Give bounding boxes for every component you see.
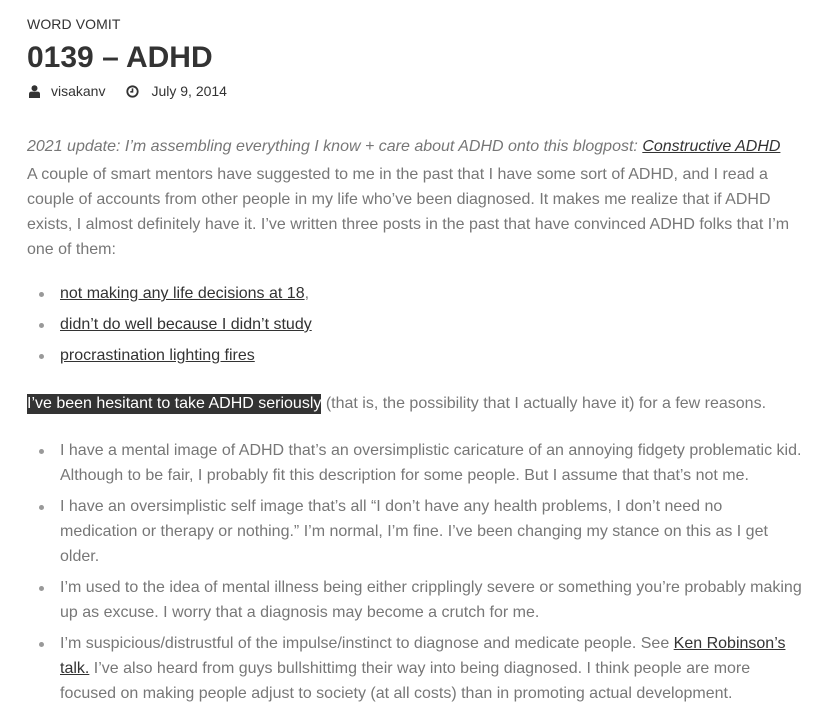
reason-text: I’m used to the idea of mental illness being either cripplingly severe or something you’re probably making up as excuse. I worry that a diagnosis may become a crutch for me. [60, 579, 802, 621]
update-note [27, 134, 827, 159]
past-post-link[interactable]: didn’t do well because I didn’t study [60, 316, 312, 333]
hesitation-paragraph [27, 391, 827, 416]
reasons-list [27, 438, 802, 712]
hesitation-rest: (that is, the possibility that I actually have it) for a few reasons. [321, 395, 767, 412]
post-meta [27, 83, 227, 99]
reason-text: I have a mental image of ADHD that’s an oversimplistic caricature of an annoying fidgety problematic kid. Although to be fair, I probably fit this description for some people. But I assume that that’s not me. [60, 442, 802, 484]
list-item [27, 575, 802, 625]
list-item [27, 312, 807, 343]
bullet-icon [39, 323, 44, 328]
bullet-icon [39, 292, 44, 297]
reason-text: I’m suspicious/distrustful of the impulse/instinct to diagnose and medicate people. See [60, 635, 674, 652]
list-item [27, 631, 802, 706]
bullet-icon [39, 449, 44, 454]
post-date: July 9, 2014 [151, 83, 227, 99]
list-item [27, 438, 802, 488]
reason-text: I’ve also heard from guys bullshittimg their way into being diagnosed. I think people are more focused on making people adjust to society (at all costs) than in promoting actual development. [60, 660, 751, 702]
list-item [27, 343, 807, 374]
post-title: 0139 – ADHD [27, 41, 213, 74]
update-text: 2021 update: I’m assembling everything I know + care about ADHD onto this blogpost: [27, 138, 643, 155]
clock-icon [125, 84, 139, 98]
user-icon [27, 84, 41, 98]
post-author[interactable]: visakanv [51, 83, 106, 99]
constructive-adhd-link[interactable]: Constructive ADHD [642, 138, 781, 155]
list-item [27, 494, 802, 569]
past-post-link[interactable]: procrastination lighting fires [60, 347, 255, 364]
list-item [27, 281, 807, 312]
bullet-icon [39, 505, 44, 510]
bullet-icon [39, 354, 44, 359]
bullet-icon [39, 642, 44, 647]
selected-text[interactable]: I’ve been hesitant to take ADHD seriously [27, 395, 322, 412]
ken-robinson-talk-link[interactable]: Ken Robinson’s talk. [60, 635, 786, 677]
intro-paragraph: A couple of smart mentors have suggested to me in the past that I have some sort of ADHD, and I read a couple of accounts from other people in my life who’ve been diagnosed. It makes me realize that if ADHD exists, I almost definitely have it. I’ve written three posts in the past that have convinced ADHD folks that I’m one of them: [27, 166, 790, 258]
reason-text: I have an oversimplistic self image that’s all “I don’t have any health problems, I don’t need no medication or therapy or nothing.” I’m normal, I’m fine. I’ve been changing my stance on this as I get older. [60, 498, 768, 565]
list-suffix: , [304, 285, 310, 302]
bullet-icon [39, 586, 44, 591]
post-category[interactable]: WORD VOMIT [27, 16, 121, 32]
past-post-link[interactable]: not making any life decisions at 18 [60, 285, 305, 302]
past-posts-list [27, 281, 807, 374]
